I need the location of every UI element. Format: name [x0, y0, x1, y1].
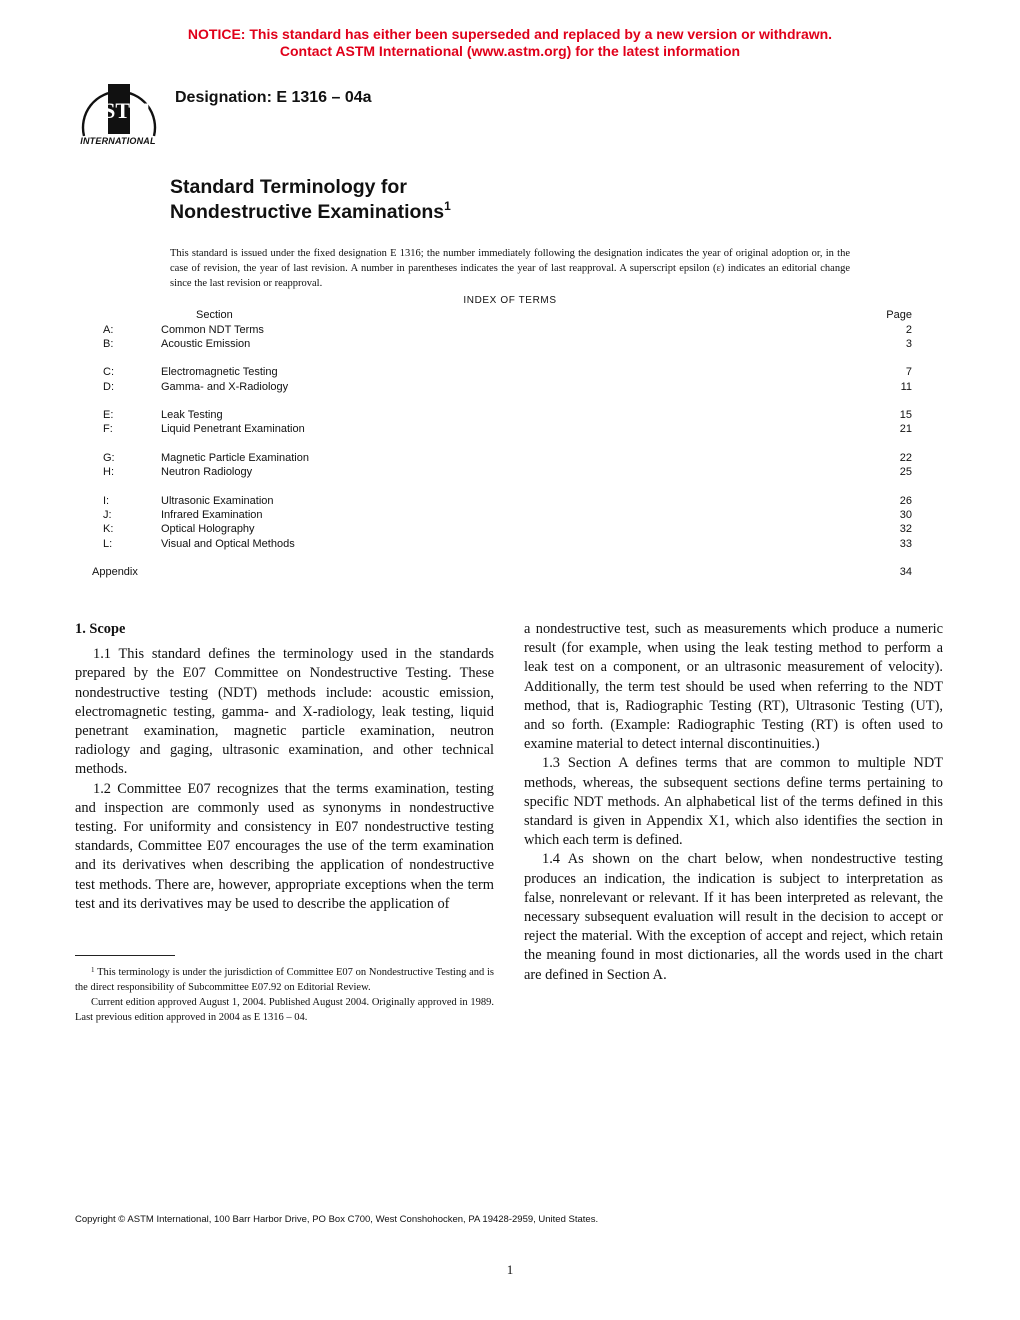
- index-section-name: Common NDT Terms: [161, 324, 264, 336]
- page-number: 1: [506, 1262, 514, 1277]
- index-page: 25: [899, 466, 912, 478]
- index-letter: D:: [103, 381, 114, 393]
- footnote-1: [75, 965, 494, 995]
- index-page: 33: [899, 538, 912, 550]
- index-letter: I:: [103, 495, 110, 507]
- index-letter: G:: [103, 452, 115, 464]
- footnotes: [75, 965, 494, 1025]
- section-heading-scope: 1. Scope: [75, 621, 126, 637]
- index-section-name: Ultrasonic Examination: [161, 495, 274, 507]
- index-page: 2: [905, 324, 912, 336]
- title-footnote-marker: 1: [444, 199, 451, 213]
- index-section-name: Magnetic Particle Examination: [161, 452, 309, 464]
- paragraph-1-3: 1.3 Section A defines terms that are common to multiple NDT methods, whereas, the subsequent sections define terms pertaining to specific NDT methods. An alphabetical list of the terms defined in this standard is given in Appendix X1, which also identifies the section in which each term is defined.: [524, 755, 943, 849]
- index-page: 22: [899, 452, 912, 464]
- index-letter: A:: [103, 324, 114, 336]
- title-line-1: Standard Terminology for: [170, 176, 407, 198]
- footnote-1-text: This terminology is under the jurisdiction of Committee E07 on Nondestructive Testing and is the direct responsibility of Subcommittee E07.92 on Editorial Review.: [75, 967, 495, 993]
- index-letter: J:: [103, 509, 112, 521]
- logo-letters: ASTM: [87, 98, 151, 123]
- notice-line-1: NOTICE: This standard has either been superseded and replaced by a new version or withdrawn.: [187, 26, 833, 42]
- index-letter: H:: [103, 466, 114, 478]
- copyright: Copyright © ASTM International, 100 Barr Harbor Drive, PO Box C700, West Conshohocken, PA 19428-2959, United States.: [75, 1214, 599, 1225]
- index-section-name: Visual and Optical Methods: [161, 538, 295, 550]
- index-letter: B:: [103, 338, 114, 350]
- index-page: 32: [899, 523, 912, 535]
- index-section-name: Optical Holography: [161, 523, 255, 535]
- index-page: 3: [905, 338, 912, 350]
- index-section-name: Electromagnetic Testing: [161, 366, 278, 378]
- index-heading: INDEX OF TERMS: [463, 295, 557, 306]
- index-appendix-label: Appendix: [92, 566, 138, 578]
- logo-caption: INTERNATIONAL: [80, 136, 156, 146]
- designation: Designation: E 1316 – 04a: [175, 89, 372, 106]
- index-section-name: Neutron Radiology: [161, 466, 253, 478]
- title-line-2-text: Nondestructive Examinations: [170, 201, 445, 223]
- index-letter: F:: [103, 423, 113, 435]
- left-column: [75, 620, 494, 914]
- index-page: 11: [900, 381, 912, 393]
- index-page: 30: [899, 509, 912, 521]
- paragraph-1-4: 1.4 As shown on the chart below, when nondestructive testing produces an indication, the indication is subject to interpretation as false, nonrelevant or relevant. If it has been interpreted as relevant, the necessary subsequent evaluation will result in the decision to accept or reject the material. With the exception of accept and reject, which retain the meaning found in most dictionaries, all the words used in the chart are defined in Section A.: [524, 851, 943, 983]
- index-letter: L:: [103, 538, 113, 550]
- index-letter: C:: [103, 366, 114, 378]
- index-page: 21: [899, 423, 912, 435]
- index-of-terms: [0, 0, 1020, 600]
- paragraph-1-2: 1.2 Committee E07 recognizes that the terms examination, testing and inspection are commonly used as synonyms in nondestructive testing. For uniformity and consistency in E07 nondestructive testing standards, Committee E07 encourages the use of the term examination and its derivatives when describing the application of nondestructive test methods. There are, however, appropriate exceptions when the term test and its derivatives may be used to describe the application of: [75, 780, 494, 912]
- notice-line-2: Contact ASTM International (www.astm.org) for the latest information: [279, 43, 741, 59]
- index-letter: K:: [103, 523, 114, 535]
- index-section-name: Leak Testing: [161, 409, 223, 421]
- index-letter: E:: [103, 409, 114, 421]
- footnote-marker: 1: [91, 966, 95, 974]
- index-appendix-page: 34: [899, 566, 912, 578]
- index-page-header: Page: [886, 309, 912, 321]
- paragraph-1-2-continued: a nondestructive test, such as measurements which produce a numeric result (for example, when using the leak testing method to perform a leak test on a component, or an ultrasonic measurement of velocity). Additionally, the term test should be used when referring to the NDT method, that is, Radiographic Testing (RT), Ultrasonic Testing (UT), and so forth. (Example: Radiographic Testing (RT) is often used to examine material to detect internal discontinuities.): [524, 621, 943, 753]
- index-page: 15: [899, 409, 912, 421]
- index-page: 26: [899, 495, 912, 507]
- index-page: 7: [905, 366, 912, 378]
- right-column: [524, 620, 943, 985]
- index-section-name: Gamma- and X-Radiology: [161, 381, 289, 393]
- index-section-name: Infrared Examination: [161, 509, 263, 521]
- edition-note: Current edition approved August 1, 2004. Published August 2004. Originally approved in 1989. Last previous edition approved in 2004 as E 1316 – 04.: [75, 997, 494, 1023]
- index-section-name: Acoustic Emission: [161, 338, 251, 350]
- issuance-note: This standard is issued under the fixed designation E 1316; the number immediately following the designation indicates the year of original adoption or, in the case of revision, the year of last revision. A number in parentheses indicates the year of last reapproval. A superscript epsilon (ε) indicates an editorial change since the last revision or reapproval.: [170, 248, 850, 289]
- footnote-divider: [75, 955, 175, 956]
- index-section-header: Section: [196, 309, 233, 321]
- paragraph-1-1: 1.1 This standard defines the terminology used in the standards prepared by the E07 Committee on Nondestructive Testing. These nondestructive testing (NDT) methods include: acoustic emission, electromagnetic testing, gamma- and X-radiology, leak testing, liquid penetrant examination, magnetic particle examination, neutron radiology and gaging, ultrasonic examination, and other technical methods.: [75, 646, 494, 778]
- index-section-name: Liquid Penetrant Examination: [161, 423, 305, 435]
